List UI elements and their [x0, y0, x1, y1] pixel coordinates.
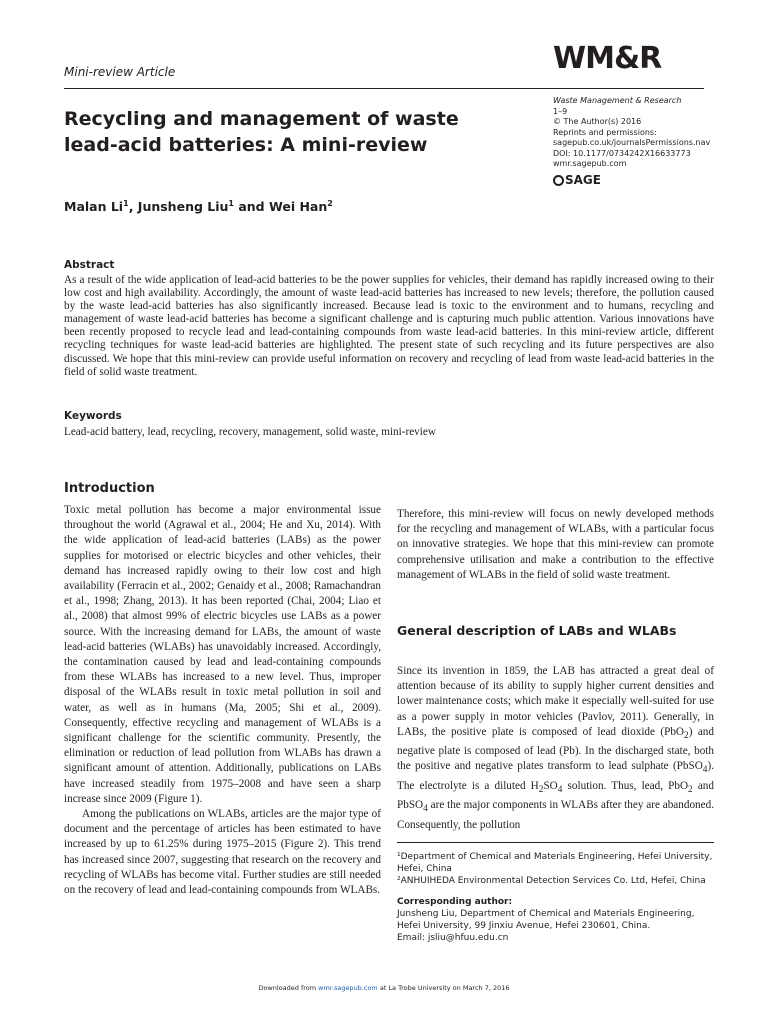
subscript: 4 — [557, 785, 563, 796]
text-segment: SO — [543, 779, 558, 792]
download-notice — [0, 984, 768, 992]
paragraph: Toxic metal pollution has become a major environmental issue throughout the world (Agrawal et al., 2004; He and Xu, 2014). With the wide application of lead-acid batteries (LABs) as the power supplies for motorised or electric bicycles and other vehicles, their demand has increased rapidly owing to their low cost and high availability (Ferracin et al., 2002; Genaidy et al., 2008; Ramachandran et al., 1998; Zhang, 2013). It has been reported (Chai, 2004; Liao et al., 2008) that almost 99% of electric bicycles use LABs as a power source. With the increasing demand for LABs, the amount of waste lead-acid batteries (WLABs) has unavoidably increased. Accordingly, the contamination caused by lead and lead-containing compounds from these WLABs has increased to a new level. Thus, improper disposal of the WLABs result in toxic metal pollution in soil and water, as well as in humans (Ma, 2005; Shi et al., 2009). Consequently, effective recycling and management of WLABs is a significant challenge for the scientific community. Presently, the elimination or reduction of lead pollution from WLABs has drawn a significant amount of attention. Additionally, publications on LABs have increased steadily from 1975–2008 and have seen a sharp increase since 2009 (Figure 1). — [64, 504, 381, 805]
download-link[interactable]: wmr.sagepub.com — [318, 984, 378, 992]
author-name: Wei Han — [269, 199, 328, 215]
footnotes — [397, 851, 727, 944]
subscript: 2 — [684, 731, 689, 742]
reprints-link[interactable]: sagepub.co.uk/journalsPermissions.nav — [553, 138, 711, 147]
download-suffix: at La Trobe University on March 7, 2016 — [377, 984, 510, 992]
author-affiliation-mark: 1 — [123, 199, 129, 208]
subscript: 4 — [702, 765, 708, 776]
text-segment: ). The electrolyte is a diluted H — [397, 760, 714, 792]
download-prefix: Downloaded from — [258, 984, 319, 992]
author-affiliation-mark: 1 — [228, 199, 234, 208]
text-segment: are the major components in WLABs after they are abandoned. Consequently, the pollution — [397, 799, 714, 831]
abstract-heading: Abstract — [64, 259, 115, 271]
abstract-text: As a result of the wide application of lead-acid batteries to be the power supplies for vehicles, their demand has rapidly increased owing to their low cost and high availability. Accordingly, the amount of waste lead-acid batteries has increased to new levels; therefore, the pollution caused by the waste lead-acid batteries has also significantly increased. Because lead is toxic to the environment and to humans, recycling and management of waste lead-acid batteries has become a significant challenge and is capturing much public attention. Various innovations have been recently proposed to recycle lead and lead-containing compounds from waste lead-acid batteries. In this mini-review article, different recycling techniques for waste lead-acid batteries are highlighted. The present state of such recycling and its future perspectives are also discussed. We hope that this mini-review can provide useful information on recovery and recycling of lead from waste lead-acid batteries in the field of solid waste treatment. — [64, 274, 714, 378]
subscript: 4 — [423, 804, 428, 815]
author-separator: , — [128, 199, 138, 215]
journal-name: Waste Management & Research — [553, 96, 682, 105]
corresponding-author-email[interactable]: Email: jsliu@hfuu.edu.cn — [397, 933, 509, 943]
corresponding-author-line: Hefei University, 99 Jinxiu Avenue, Hefei 230601, China. — [397, 921, 651, 931]
copyright: © The Author(s) 2016 — [553, 117, 642, 126]
right-column-bottom — [397, 664, 714, 833]
publisher-name: SAGE — [565, 173, 601, 187]
left-column — [64, 503, 381, 898]
subscript: 2 — [538, 785, 544, 796]
text-segment: and PbSO — [397, 779, 714, 812]
article-type: Mini-review Article — [64, 65, 176, 79]
keywords-heading: Keywords — [64, 410, 122, 422]
article-title: Recycling and management of waste lead-acid batteries: A mini-review — [64, 108, 459, 156]
affiliation-2: ²ANHUIHEDA Environmental Detection Services Co. Ltd, Hefei, China — [397, 876, 706, 886]
reprints-label: Reprints and permissions: — [553, 127, 657, 137]
text-segment: Since its invention in 1859, the LAB has attracted a great deal of attention because of its ability to supply higher current densities and lower maintenance costs; which make it especially well-suited for use as a power supply in motor vehicles (Pavlov, 2011). Generally, in LABs, the positive plate is composed of lead dioxide (PbO — [397, 665, 714, 738]
author-name: Malan Li — [64, 199, 124, 215]
author-affiliation-mark: 2 — [327, 199, 333, 208]
author-separator: and — [234, 199, 269, 215]
keywords-text: Lead-acid battery, lead, recycling, recovery, management, solid waste, mini-review — [64, 426, 436, 438]
corresponding-author-line: Junsheng Liu, Department of Chemical and Materials Engineering, — [397, 909, 695, 919]
author-name: Junsheng Liu — [137, 199, 229, 215]
introduction-heading: Introduction — [64, 481, 155, 496]
text-segment: solution. Thus, lead, PbO — [562, 779, 689, 792]
doi[interactable]: DOI: 10.1177/0734242X16633773 — [553, 148, 691, 158]
journal-logo: WM&R — [553, 41, 662, 76]
footnote-rule — [397, 842, 714, 843]
journal-info — [553, 96, 753, 170]
subscript: 2 — [688, 785, 693, 796]
section-heading: General description of LABs and WLABs — [397, 623, 677, 638]
sage-logo — [553, 173, 601, 187]
corresponding-author-heading: Corresponding author: — [397, 897, 513, 907]
affiliation-1: ¹Department of Chemical and Materials Engineering, Hefei University, Hefei, China — [397, 852, 713, 874]
text-segment: ) and negative plate is composed of lead (Pb). In the discharged state, both the positive and negative plates transform to lead sulphate (PbSO — [397, 725, 714, 773]
page-range: 1–9 — [553, 106, 568, 116]
journal-website[interactable]: wmr.sagepub.com — [553, 159, 627, 168]
header-rule — [64, 88, 704, 89]
author-list — [64, 199, 333, 214]
paragraph — [397, 664, 714, 833]
right-column-top — [397, 507, 714, 583]
paragraph: Among the publications on WLABs, articles are the major type of document and the percentage of articles has been estimated to have increased by up to 61.25% during 1975–2015 (Figure 2). This trend has increased since 2007, suggesting that research on the recovery and recycling of WLABs has become vital. Further studies are still needed on the recovery of lead and lead-containing compounds from WLABs. — [64, 808, 381, 897]
paragraph: Therefore, this mini-review will focus on newly developed methods for the recycling and management of WLABs, with a particular focus on innovative strategies. We hope that this mini-review can promote comprehensive utilisation and make a contribution to the effective management of WLABs in the field of solid waste treatment. — [397, 508, 714, 581]
sage-circle-icon — [553, 175, 564, 186]
